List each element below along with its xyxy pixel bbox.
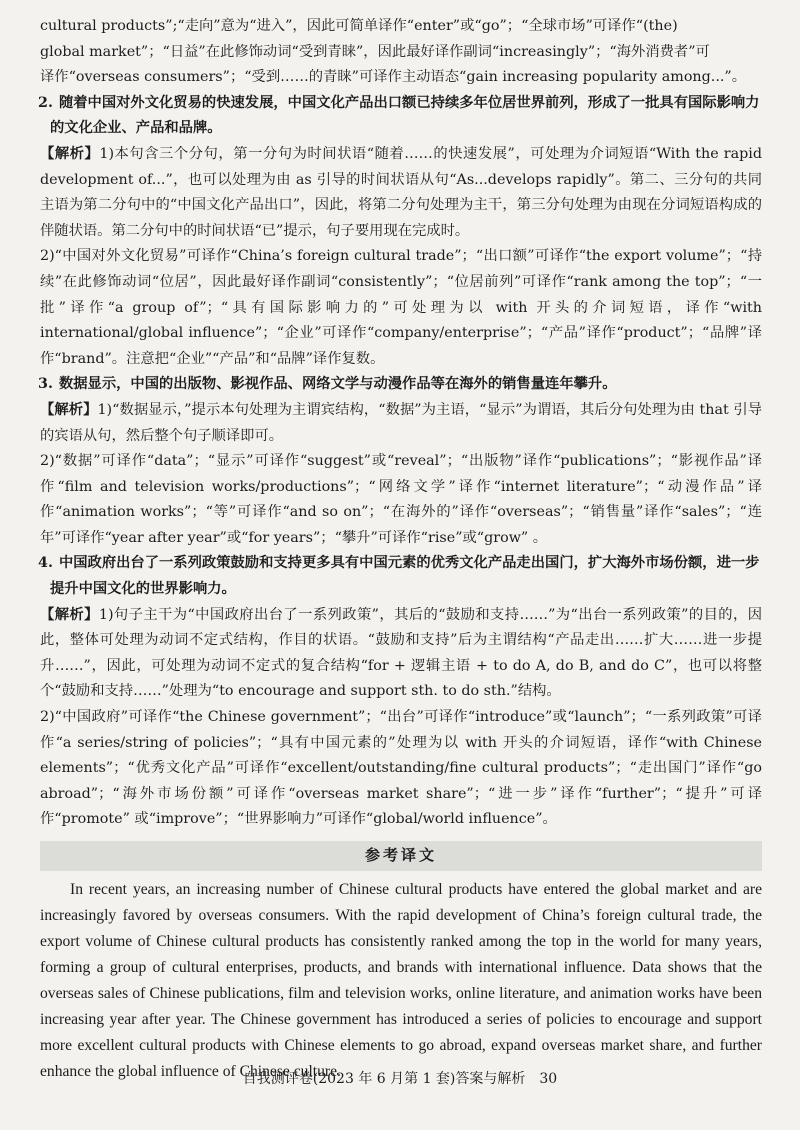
question-2-text: 随着中国对外文化贸易的快速发展，中国文化产品出口额已持续多年位居世界前列，形成了一批具有国际影响力的文化企业、产品和品牌。 bbox=[50, 94, 760, 137]
question-4-number: 4. bbox=[38, 555, 53, 572]
analysis-label: 【解析】 bbox=[40, 606, 99, 623]
analysis-label: 【解析】 bbox=[40, 401, 98, 418]
analysis-label: 【解析】 bbox=[40, 145, 100, 162]
page-content bbox=[40, 14, 762, 1085]
analysis-text: 1)本句含三个分句，第一分句为时间状语“随着……的快速发展”，可处理为介词短语“With the rapid development of...”，也可以处理为由 as 引导的时间状语从句“As...develops rapidly”。第二、三分句的共同主语为第二分句中的“中国文化产品出口”，因此，将第二分句处理为主干，第三分句处理为由现在分词短语构成的伴随状语。第二分句中的时间状语“已”提示，句子要用现在完成时。 bbox=[40, 145, 762, 239]
question-3-analysis-2: 2)“数据”可译作“data”；“显示”可译作“suggest”或“reveal”；“出版物”译作“publications”；“影视作品”译作“film and television works/productions”；“网络文学”译作“internet literature”；“动漫作品”译作“animation works”；“等”可译作“and so on”；“在海外的”译作“overseas”；“销售量”译作“sales”；“连年”可译作“year after year”或“for years”；“攀升”可译作“rise”或“grow” 。 bbox=[40, 453, 762, 546]
question-4-title bbox=[40, 551, 762, 602]
analysis-text: 1)句子主干为“中国政府出台了一系列政策”，其后的“鼓励和支持……”为“出台一系列政策”的目的，因此，整体可处理为动词不定式结构，作目的状语。“鼓励和支持”后为主谓结构“产品走出……扩大……进一步提升……”，因此，可处理为动词不定式的复合结构“for + 逻辑主语 + to do A, do B, and do C”，也可以将整个“鼓励和支持……”处理为“to encourage and support sth. to do sth.”结构。 bbox=[40, 606, 763, 700]
question-2-analysis-1 bbox=[40, 142, 762, 244]
question-3-text: 数据显示，中国的出版物、影视作品、网络文学与动漫作品等在海外的销售量连年攀升。 bbox=[58, 376, 617, 393]
intro-line-3: 译作“overseas consumers”；“受到……的青睐”可译作主动语态“gain increasing popularity among...”。 bbox=[40, 69, 747, 86]
question-2-number: 2. bbox=[38, 94, 53, 111]
section-heading-reference-translation: 参考译文 bbox=[40, 841, 762, 871]
question-4-analysis-2: 2)“中国政府”可译作“the Chinese government”；“出台”可译作“introduce”或“launch”；“一系列政策”可译作“a series/string of policies”；“具有中国元素的”处理为以 with 开头的介词短语，译作“with Chinese elements”；“优秀文化产品”可译作“excellent/outstanding/fine cultural products”；“走出国门”译作“go abroad”；“海外市场份额”可译作“overseas market share”；“进一步”译作“further”；“提升”可译作“promote” 或“improve”；“世界影响力”可译作“global/world influence”。 bbox=[40, 709, 762, 828]
question-2-analysis-2: 2)“中国对外文化贸易”可译作“China’s foreign cultural trade”；“出口额”可译作“the export volume”；“持续”在此修饰动词“位居”，因此最好译作副词“consistently”；“位居前列”可译作“rank among the top”；“一批”译作“a group of”；“具有国际影响力的”可处理为以 with 开头的介词短语，译作“with international/global influence”；“企业”可译作“company/enterprise”；“产品”译作“product”；“品牌”译作“brand”。注意把“企业”“产品”和“品牌”译作复数。 bbox=[40, 248, 762, 367]
analysis-text: 1)“数据显示，”提示本句处理为主谓宾结构，“数据”为主语，“显示”为谓语，其后分句处理为由 that 引导的宾语从句，然后整个句子顺译即可。 bbox=[40, 401, 763, 444]
question-2-title bbox=[40, 91, 762, 142]
question-3-title bbox=[40, 372, 762, 398]
question-4-analysis-1 bbox=[40, 603, 762, 705]
page-footer: 自我测评卷(2023 年 6 月第 1 套)答案与解析 30 bbox=[242, 1071, 558, 1087]
intro-line-1: cultural products”;“走向”意为“进入”，因此可简单译作“enter”或“go”；“全球市场”可译作“(the) bbox=[40, 18, 678, 34]
intro-line-2: global market”；“日益”在此修饰动词“受到青睐”，因此最好译作副词“increasingly”；“海外消费者”可 bbox=[40, 43, 710, 60]
reference-translation: In recent years, an increasing number of Chinese cultural products have entered the global market and are increasingly favored by overseas consumers. With the rapid development of China’s foreign cultural trade, the export volume of Chinese cultural products has consistently ranked among the top in the world for many years, forming a group of cultural enterprises, products, and brands with international influence. Data shows that the overseas sales of Chinese publications, film and television works, online literature, and animation works have been increasing year after year. The Chinese government has introduced a series of policies to encourage and support more excellent cultural products with Chinese elements to go abroad, expand overseas market share, and further enhance the global influence of Chinese culture. bbox=[40, 881, 762, 1080]
question-3-analysis-1 bbox=[40, 398, 762, 449]
question-3-number: 3. bbox=[38, 376, 53, 393]
question-4-text: 中国政府出台了一系列政策鼓励和支持更多具有中国元素的优秀文化产品走出国门，扩大海外市场份额，进一步提升中国文化的世界影响力。 bbox=[50, 555, 760, 598]
